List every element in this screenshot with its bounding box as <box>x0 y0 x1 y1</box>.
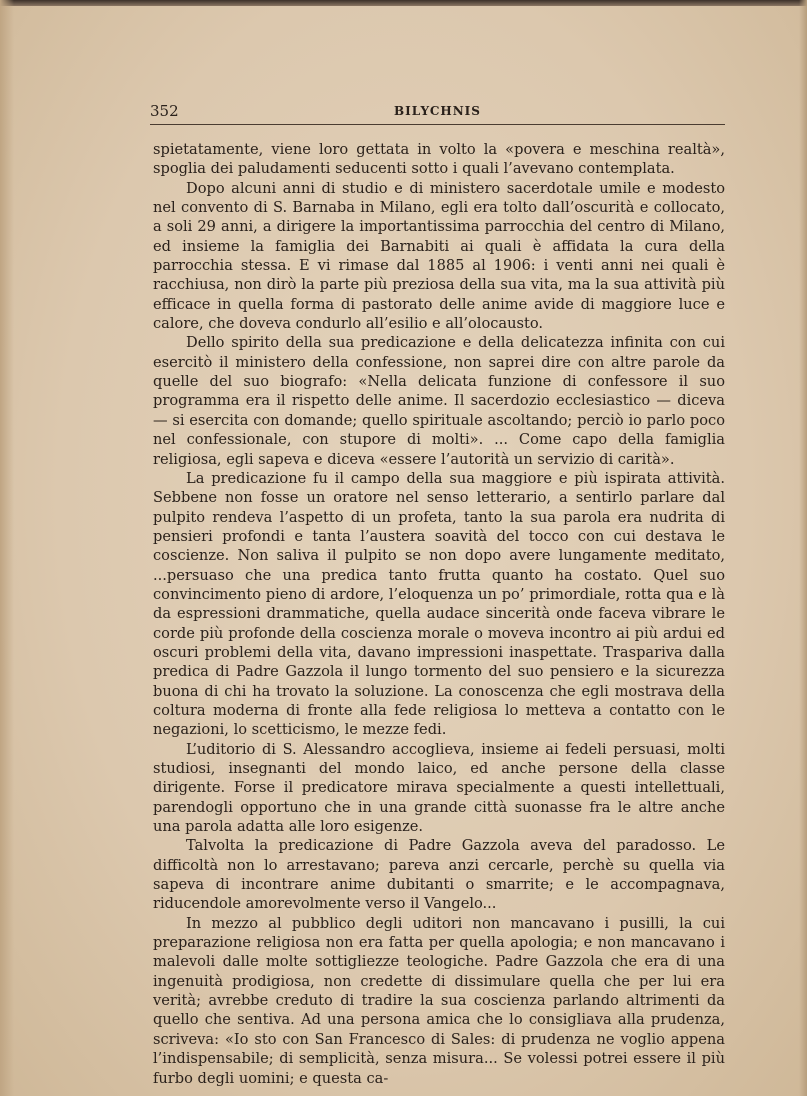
running-title: BILYCHNIS <box>394 104 481 118</box>
paragraph: Talvolta la predicazione di Padre Gazzola aveva del paradosso. Le difficoltà non lo arrestavano; pareva anzi cercarle, perchè su quella via sapeva di incontrare anime dubitanti o smarrite; e le accompagnava, riducendole amorevolmente verso il Vangelo... <box>153 837 725 913</box>
paragraph: spietatamente, viene loro gettata in volto la «povera e meschina realtà», spoglia dei paludamenti seducenti sotto i quali l’avevano contemplata. <box>153 141 725 178</box>
paragraph: L’uditorio di S. Alessandro accoglieva, insieme ai fedeli persuasi, molti studiosi, insegnanti del mondo laico, ed anche persone della classe dirigente. Forse il predicatore mirava specialmente a questi intellettuali, parendogli opportuno che in una grande città suonasse fra le altre anche una parola adatta alle loro esigenze. <box>153 740 725 836</box>
paragraph: La predicazione fu il campo della sua maggiore e più ispirata attività. Sebbene non fosse un oratore nel senso letterario, a sentirlo parlare dal pulpito rendeva l’aspetto di un profeta, tanto la sua parola era nudrita di pensieri profondi e tanta l’austera soavità del tocco con cui destava le coscienze. Non saliva il pulpito se non dopo avere lungamente meditato, ...persuaso che una predica tanto frutta quanto ha costato. Quel suo convincimento pieno di ardore, l’eloquenza un po’ primordiale, rotta qua e là da espressioni drammatiche, quella audace sincerità onde faceva vibrare le corde più profonde della coscienza morale o moveva incontro ai più ardui ed oscuri problemi della vita, davano impressioni inaspettate. Traspariva dalla predica di Padre Gazzola il lungo tormento del suo pensiero e la sicurezza buona di chi ha trovato la soluzione. La conoscenza che egli mostrava della coltura moderna di fronte alla fede religiosa lo metteva a contatto con le negazioni, lo scetticismo, le mezze fedi. <box>153 469 725 739</box>
header-rule <box>150 124 725 125</box>
body-text <box>153 140 725 1088</box>
paragraph: In mezzo al pubblico degli uditori non mancavano i pusilli, la cui preparazione religiosa non era fatta per quella apologia; e non mancavano i malevoli dalle molte sottigliezze teologiche. Padre Gazzola che era di una ingenuità prodigiosa, non credette di dissimulare quella che per lui era verità; avrebbe creduto di tradire la sua coscienza parlando altrimenti da quello che sentiva. Ad una persona amica che lo consigliava alla prudenza, scriveva: «Io sto con San Francesco di Sales: di prudenza ne voglio appena l’indispensabile; di semplicità, senza misura... Se volessi potrei essere il più furbo degli uomini; e questa ca- <box>153 914 725 1087</box>
page-header <box>150 100 725 126</box>
paragraph: Dopo alcuni anni di studio e di ministero sacerdotale umile e modesto nel convento di S. Barnaba in Milano, egli era tolto dall’oscurità e collocato, a soli 29 anni, a dirigere la importantissima parrocchia del centro di Milano, ed insieme la famiglia dei Barnabiti ai quali è affidata la cura della parrocchia stessa. E vi rimase dal 1885 al 1906: i venti anni nei quali è racchiusa, non dirò la parte più preziosa della sua vita, ma la sua attività più efficace in quella forma di pastorato delle anime avide di maggiore luce e calore, che doveva condurlo all’esilio e all’olocausto. <box>153 179 725 333</box>
page-top-edge <box>0 0 807 6</box>
page-right-edge <box>799 0 807 1096</box>
page-left-edge <box>0 0 14 1096</box>
page-number: 352 <box>150 102 179 120</box>
paragraph: Dello spirito della sua predicazione e della delicatezza infinita con cui esercitò il ministero della confessione, non saprei dire con altre parole da quelle del suo biografo: «Nella delicata funzione di confessore il suo programma era il rispetto delle anime. Il sacerdozio ecclesiastico — diceva — si esercita con domande; quello spirituale ascoltando; perciò io parlo poco nel confessionale, con stupore di molti». ... Come capo della famiglia religiosa, egli sapeva e diceva «essere l’autorità un servizio di carità». <box>153 334 725 468</box>
